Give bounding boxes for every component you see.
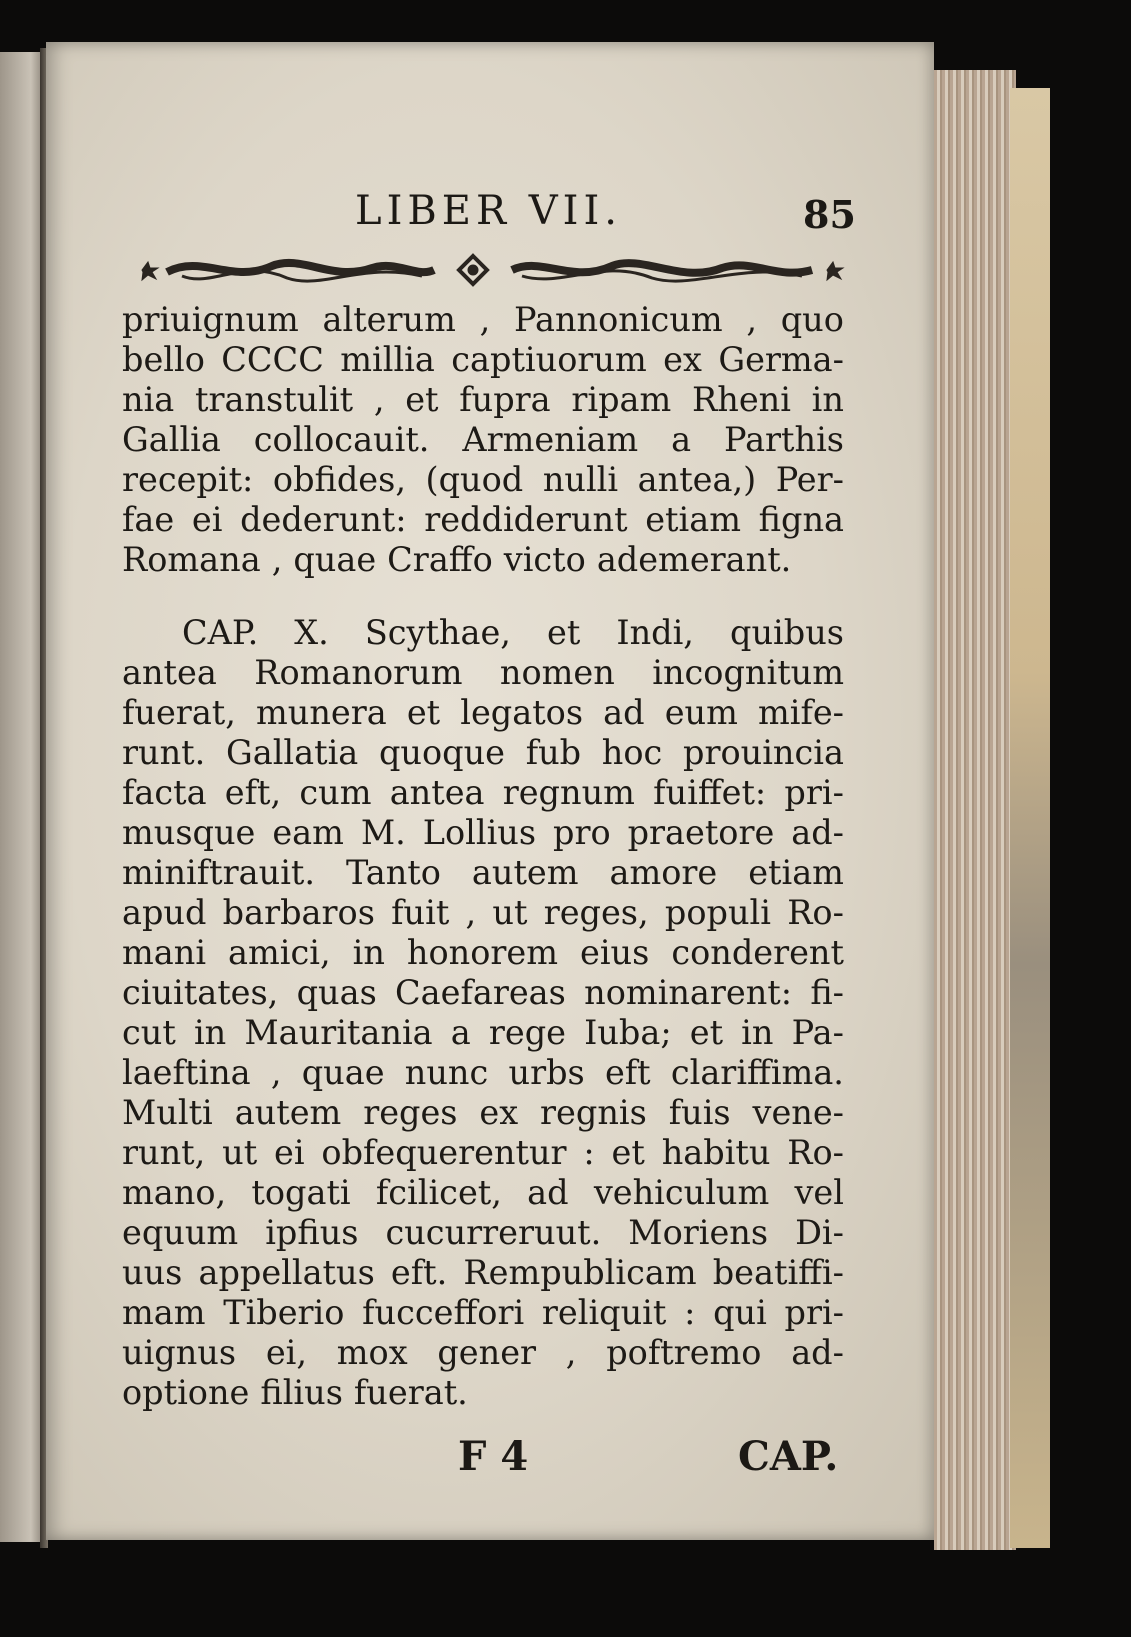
signature-mark: F 4 (458, 1433, 529, 1480)
diamond-ornament-icon (459, 256, 487, 284)
text-line: Gallia collocauit. Armeniam a Parthis (122, 420, 844, 459)
text-line: equum ipfius cucurreruut. Moriens Di- (122, 1213, 844, 1252)
text-line: facta eft, cum antea regnum fuiffet: pri- (122, 773, 844, 812)
text-line: uignus ei, mox gener , poftremo ad- (122, 1333, 844, 1372)
text-line: laeftina , quae nunc urbs eft clariffima. (122, 1053, 844, 1092)
star-ornament-icon (142, 262, 158, 280)
text-line: nia transtulit , et fupra ripam Rheni in (122, 380, 844, 419)
text-line: priuignum alterum , Pannonicum , quo (122, 300, 844, 339)
text-line: antea Romanorum nomen incognitum (122, 653, 844, 692)
body-text (122, 300, 844, 1413)
chapter-heading-line: CAP. X. Scythae, et Indi, quibus (182, 613, 844, 652)
text-line: uus appellatus eft. Rempublicam beatiffi- (122, 1253, 844, 1292)
text-line: Romana , quae Craffo victo ademerant. (122, 540, 792, 579)
facing-page-edge (0, 52, 44, 1542)
decorative-ornament-band (122, 248, 847, 292)
text-line: runt. Gallatia quoque fub hoc prouincia (122, 733, 844, 772)
text-line: recepit: obfides, (quod nulli antea,) Per- (122, 460, 844, 499)
text-line: mam Tiberio fucceffori reliquit : qui pri- (122, 1293, 844, 1332)
text-line: fuerat, munera et legatos ad eum mife- (122, 693, 844, 732)
paragraph-2 (122, 613, 844, 1413)
text-line: miniftrauit. Tanto autem amore etiam (122, 853, 844, 892)
text-line: ciuitates, quas Caefareas nominarent: fi- (122, 973, 844, 1012)
text-line: cut in Mauritania a rege Iuba; et in Pa- (122, 1013, 844, 1052)
star-ornament-icon (827, 262, 843, 280)
text-line: bello CCCC millia captiuorum ex Germa- (122, 340, 844, 379)
catchword: CAP. (738, 1433, 839, 1480)
text-line: mani amici, in honorem eius conderent (122, 933, 844, 972)
page-number: 85 (803, 192, 856, 237)
text-line: apud barbaros fuit , ut reges, populi Ro- (122, 893, 844, 932)
text-line: Multi autem reges ex regnis fuis vene- (122, 1093, 844, 1132)
page-edges-stack (934, 70, 1016, 1550)
text-line: fae ei dederunt: reddiderunt etiam figna (122, 500, 844, 539)
paragraph-1 (122, 300, 844, 580)
cover-edge (1010, 88, 1050, 1548)
text-line: runt, ut ei obfequerentur : et habitu Ro- (122, 1133, 844, 1172)
text-line: mano, togati fcilicet, ad vehiculum vel (122, 1173, 844, 1212)
running-head: LIBER VII. (355, 188, 622, 234)
text-line: optione filius fuerat. (122, 1373, 468, 1412)
text-line: musque eam M. Lollius pro praetore ad- (122, 813, 844, 852)
